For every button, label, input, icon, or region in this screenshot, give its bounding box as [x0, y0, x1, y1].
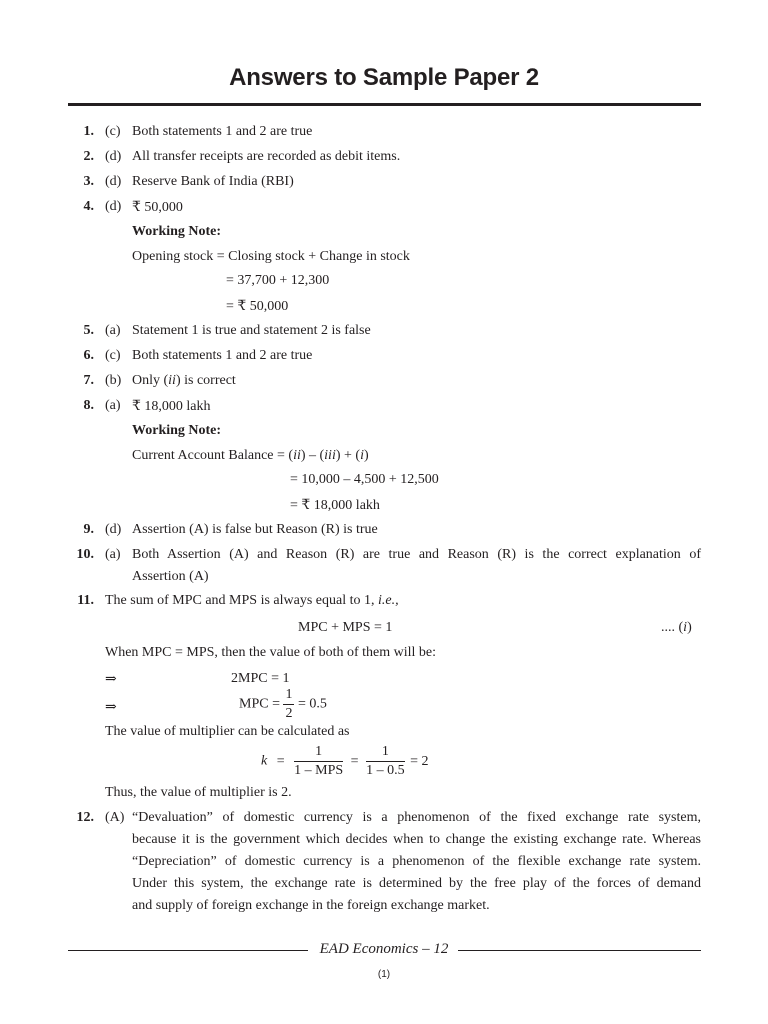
option-label: (d) — [105, 199, 122, 214]
answer-text: Both Assertion (A) and Reason (R) are true and Reason (R) is the correct explanation of — [132, 547, 701, 562]
answer-text: Thus, the value of multiplier is 2. — [105, 785, 292, 800]
working-note-label: Working Note: — [132, 423, 222, 438]
working-note-label: Working Note: — [132, 224, 222, 239]
working-line: Current Account Balance = (ii) – (iii) + (i) — [132, 448, 369, 463]
option-label: (d) — [105, 522, 122, 537]
option-label: (d) — [105, 149, 122, 164]
answer-text: When MPC = MPS, then the value of both of them will be: — [105, 645, 437, 660]
multiplier-equation: k = $\frac{1}{\text{1 – MPS}}$ = $\frac{1}{1 - 0.5}$ = 2 — [261, 744, 429, 778]
working-line: = 10,000 – 4,500 + 12,500 — [290, 472, 439, 487]
question-number: 9. — [83, 522, 94, 537]
answer-text: and supply of foreign exchange in the foreign exchange market. — [132, 898, 490, 913]
option-label: (a) — [105, 398, 121, 413]
answer-text: Both statements 1 and 2 are true — [132, 348, 313, 363]
answer-text: ₹ 50,000 — [132, 200, 183, 215]
answer-text: Under this system, the exchange rate is determined by the free play of the forces of demand — [132, 876, 701, 891]
option-label: (c) — [105, 124, 121, 139]
answer-text: The value of multiplier can be calculated as — [105, 724, 350, 739]
working-line: = 37,700 + 12,300 — [226, 273, 330, 288]
answer-text: The sum of MPC and MPS is always equal to 1, i.e., — [105, 593, 399, 608]
question-number: 10. — [76, 547, 94, 562]
equation-tag: .... (i) — [661, 620, 692, 635]
working-line: = ₹ 50,000 — [226, 299, 289, 314]
option-label: (b) — [105, 373, 122, 388]
question-number: 11. — [77, 593, 94, 608]
question-number: 3. — [83, 174, 94, 189]
implies-arrow-icon: ⇒ — [105, 700, 117, 715]
answer-text: “Depreciation” of domestic currency is a phenomenon of the flexible exchange rate system. — [132, 854, 701, 869]
option-label: (a) — [105, 323, 121, 338]
answer-text: Statement 1 is true and statement 2 is false — [132, 323, 371, 338]
answer-text: Both statements 1 and 2 are true — [132, 124, 313, 139]
option-label: (c) — [105, 348, 121, 363]
fraction: $\frac{1}{\text{1 – MPS}}$ — [294, 744, 344, 778]
question-number: 7. — [83, 373, 94, 388]
answer-text: Reserve Bank of India (RBI) — [132, 174, 294, 189]
page-number: (1) — [377, 969, 391, 980]
footer-divider — [458, 950, 701, 951]
question-number: 4. — [83, 199, 94, 214]
part-label: (A) — [105, 810, 125, 825]
answer-text: Assertion (A) — [132, 569, 209, 584]
footer-divider — [68, 950, 308, 951]
question-number: 12. — [76, 810, 94, 825]
answer-text: All transfer receipts are recorded as debit items. — [132, 149, 401, 164]
equation: MPC + MPS = 1 — [298, 620, 393, 635]
footer-title: EAD Economics – 12 — [319, 941, 449, 957]
working-line: Opening stock = Closing stock + Change in stock — [132, 249, 410, 264]
question-number: 2. — [83, 149, 94, 164]
option-label: (a) — [105, 547, 121, 562]
question-number: 8. — [83, 398, 94, 413]
question-number: 1. — [83, 124, 94, 139]
question-number: 5. — [83, 323, 94, 338]
implies-arrow-icon: ⇒ — [105, 672, 117, 687]
answer-text: Assertion (A) is false but Reason (R) is true — [132, 522, 378, 537]
option-label: (d) — [105, 174, 122, 189]
equation: 2MPC = 1 — [231, 671, 290, 686]
title-divider — [68, 103, 701, 106]
answer-text: Only (ii) is correct — [132, 373, 236, 388]
answer-text: because it is the government which decides when to change the existing exchange rate. Whereas — [132, 832, 701, 847]
answer-text: “Devaluation” of domestic currency is a phenomenon of the fixed exchange rate system, — [132, 810, 701, 825]
fraction: $\frac{1}{2}$ — [285, 687, 293, 721]
equation: MPC = $\frac{1}{2}$ = 0.5 — [239, 687, 327, 721]
answer-text: ₹ 18,000 lakh — [132, 399, 211, 414]
page-title: Answers to Sample Paper 2 — [229, 64, 539, 91]
question-number: 6. — [83, 348, 94, 363]
fraction: $\frac{1}{1 - 0.5}$ — [366, 744, 405, 778]
working-line: = ₹ 18,000 lakh — [290, 498, 380, 513]
